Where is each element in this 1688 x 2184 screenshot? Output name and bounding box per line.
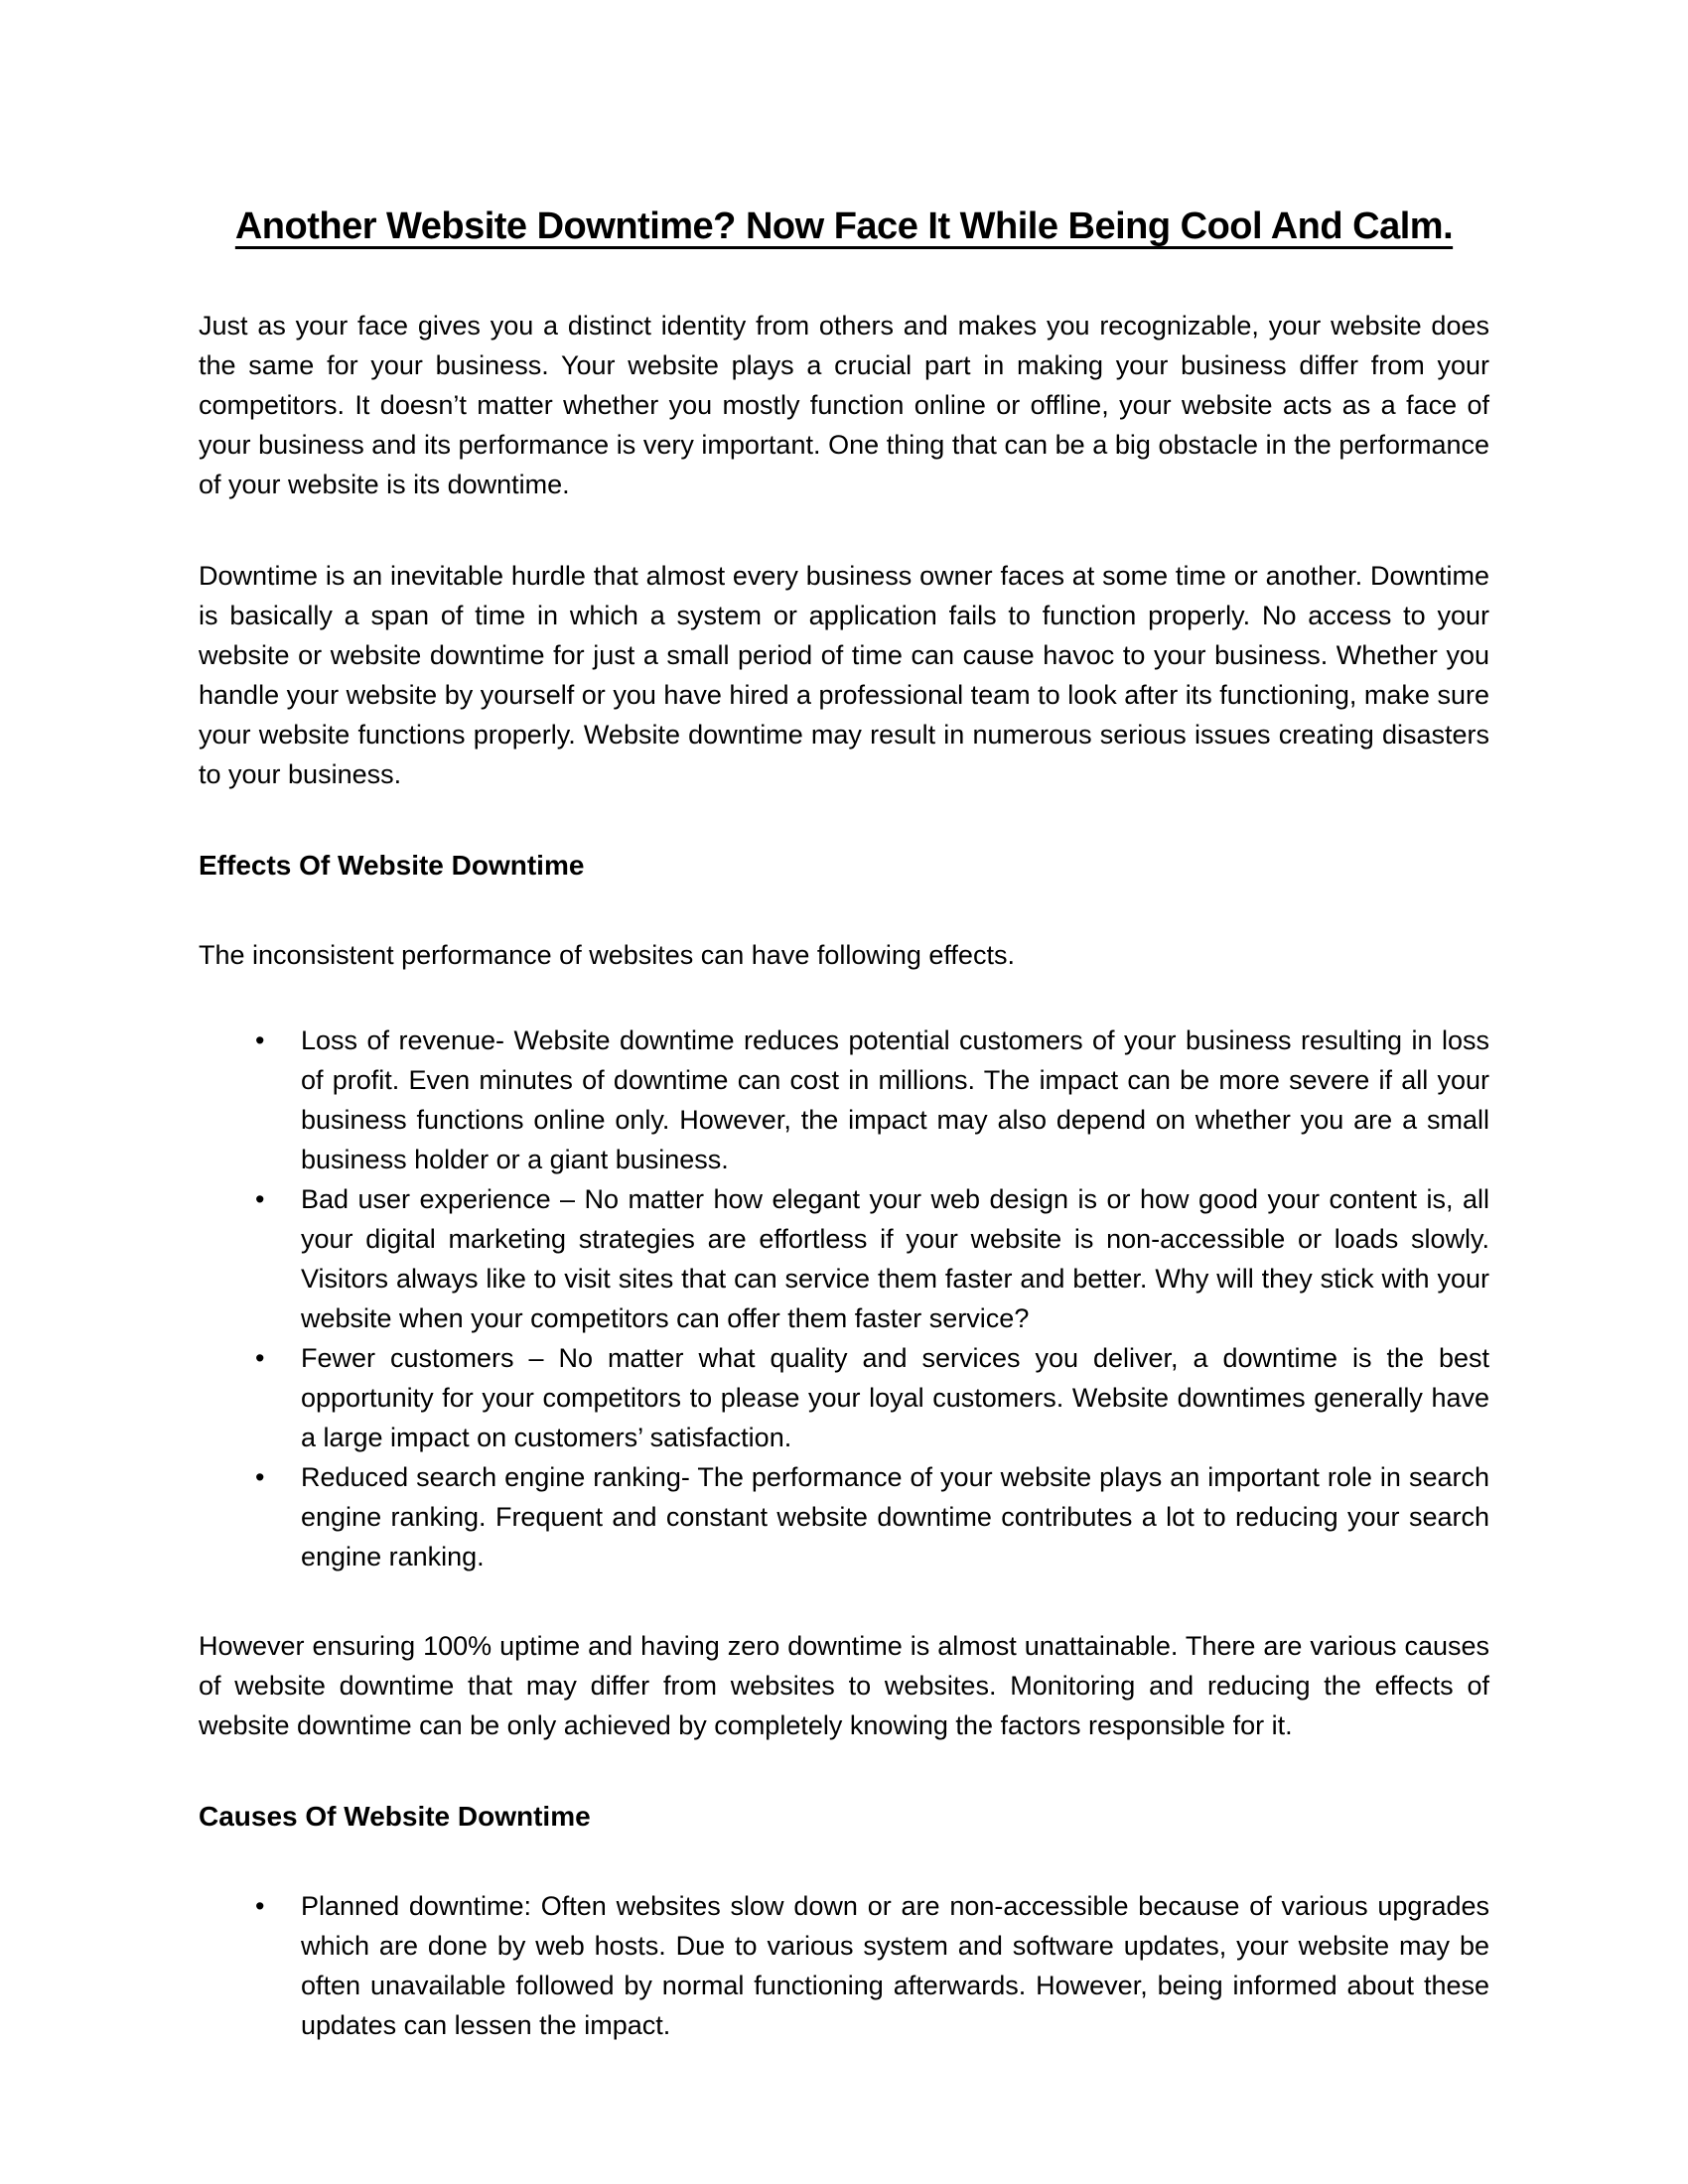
causes-bullet-list <box>199 1886 1489 2045</box>
effects-bullet-list <box>199 1021 1489 1576</box>
effects-bullet-fewer-customers: • Fewer customers – No matter what quality and services you deliver, a downtime is the best opportunity for your competitors to please your loyal customers. Website downtimes generally have a large impact on customers’ satisfaction. <box>199 1338 1489 1457</box>
effects-section-heading: Effects Of Website Downtime <box>199 849 585 881</box>
document-title: Another Website Downtime? Now Face It While Being Cool And Calm. <box>234 205 1454 247</box>
effects-lead-sentence: The inconsistent performance of websites can have following effects. <box>199 939 1015 970</box>
intro-paragraph-2: Downtime is an inevitable hurdle that almost every business owner faces at some time or another. Downtime is basically a span of time in which a system or application fails to function properly. No access to your website or website downtime for just a small period of time can cause havoc to your business. Whether you handle your website by yourself or you have hired a professional team to look after its functioning, make sure your website functions properly. Website downtime may result in numerous serious issues creating disasters to your business. <box>199 560 1489 789</box>
intro-paragraph-1: Just as your face gives you a distinct identity from others and makes you recognizable, your website does the same for your business. Your website plays a crucial part in making your business differ from your competitors. It doesn’t matter whether you mostly function online or offline, your website acts as a face of your business and its performance is very important. One thing that can be a big obstacle in the performance of your website is its downtime. <box>199 310 1489 499</box>
causes-section-heading: Causes Of Website Downtime <box>199 1800 591 1832</box>
uptime-paragraph: However ensuring 100% uptime and having zero downtime is almost unattainable. There are various causes of website downtime that may differ from websites to websites. Monitoring and reducing the effects of website downtime can be only achieved by completely knowing the factors responsible for it. <box>199 1630 1489 1740</box>
effects-bullet-reduced-search-ranking: • Reduced search engine ranking- The performance of your website plays an important role in search engine ranking. Frequent and constant website downtime contributes a lot to reducing your search engine ranking. <box>199 1457 1489 1576</box>
causes-bullet-planned-downtime: • Planned downtime: Often websites slow down or are non-accessible because of various upgrades which are done by web hosts. Due to various system and software updates, your website may be often unavailable followed by normal functioning afterwards. However, being informed about these updates can lessen the impact. <box>199 1886 1489 2045</box>
effects-bullet-bad-user-experience: • Bad user experience – No matter how elegant your web design is or how good your content is, all your digital marketing strategies are effortless if your website is non-accessible or loads slowly. Visitors always like to visit sites that can service them faster and better. Why will they stick with your website when your competitors can offer them faster service? <box>199 1179 1489 1338</box>
effects-bullet-loss-of-revenue: • Loss of revenue- Website downtime reduces potential customers of your business resulting in loss of profit. Even minutes of downtime can cost in millions. The impact can be more severe if all your business functions online only. However, the impact may also depend on whether you are a small business holder or a giant business. <box>199 1021 1489 1179</box>
